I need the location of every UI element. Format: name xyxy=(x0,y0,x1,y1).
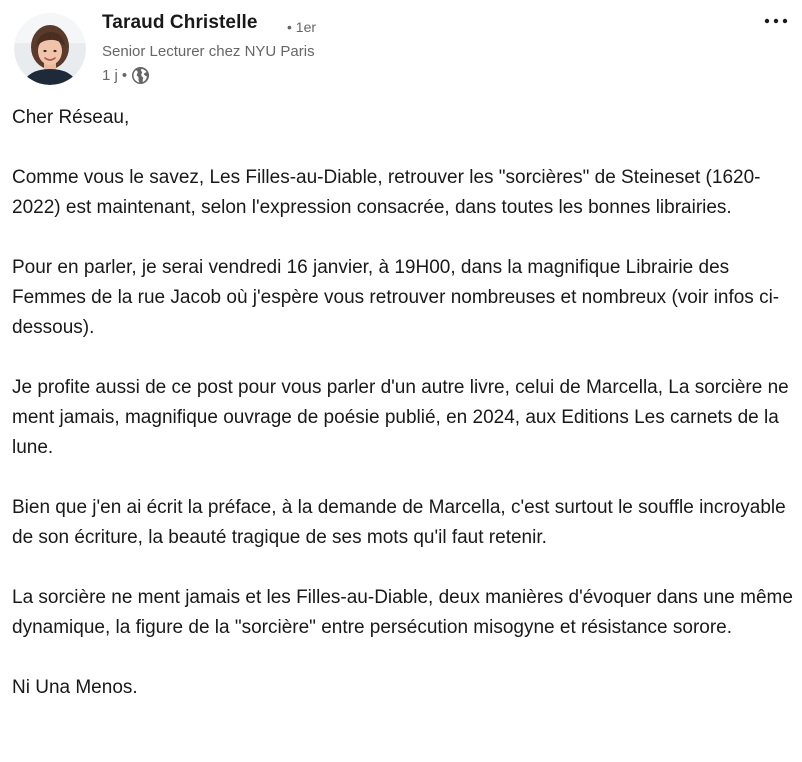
post-paragraph: Comme vous le savez, Les Filles-au-Diable, retrouver les "sorcières" de Steineset (1620-2022) est maintenant, selon l'expression consacrée, dans toutes les bonnes librairies. xyxy=(12,167,761,218)
meta-separator: • xyxy=(121,66,128,84)
post-header xyxy=(0,0,802,100)
post-paragraph: Je profite aussi de ce post pour vous parler d'un autre livre, celui de Marcella, La sorcière ne ment jamais, magnifique ouvrage de poésie publié, en 2024, aux Editions Les carnets de la lune. xyxy=(12,377,789,458)
post-closing: Ni Una Menos. xyxy=(12,677,138,698)
more-horizontal-icon xyxy=(763,17,789,25)
author-headline: Senior Lecturer chez NYU Paris xyxy=(102,43,315,60)
globe-icon xyxy=(131,66,150,85)
post-paragraph: Bien que j'en ai écrit la préface, à la demande de Marcella, c'est surtout le souffle incroyable de son écriture, la beauté tragique de ses mots qu'il faut retenir. xyxy=(12,497,786,548)
connection-degree: • 1er xyxy=(287,19,317,35)
post-time: 1 j xyxy=(102,66,118,84)
more-options-button[interactable] xyxy=(756,6,796,36)
post-paragraph: La sorcière ne ment jamais et les Filles-au-Diable, deux manières d'évoquer dans une même dynamique, la figure de la "sorcière" entre persécution misogyne et résistance sorore. xyxy=(12,587,793,638)
post-meta xyxy=(102,64,150,86)
author-name[interactable]: Taraud Christelle xyxy=(102,12,258,33)
post-paragraph: Pour en parler, je serai vendredi 16 janvier, à 19H00, dans la magnifique Librairie des Femmes de la rue Jacob où j'espère vous retrouver nombreuses et nombreux (voir infos ci-dessous). xyxy=(12,257,780,338)
avatar[interactable] xyxy=(14,13,86,85)
post-greeting: Cher Réseau, xyxy=(12,107,130,128)
post-text xyxy=(12,103,798,733)
